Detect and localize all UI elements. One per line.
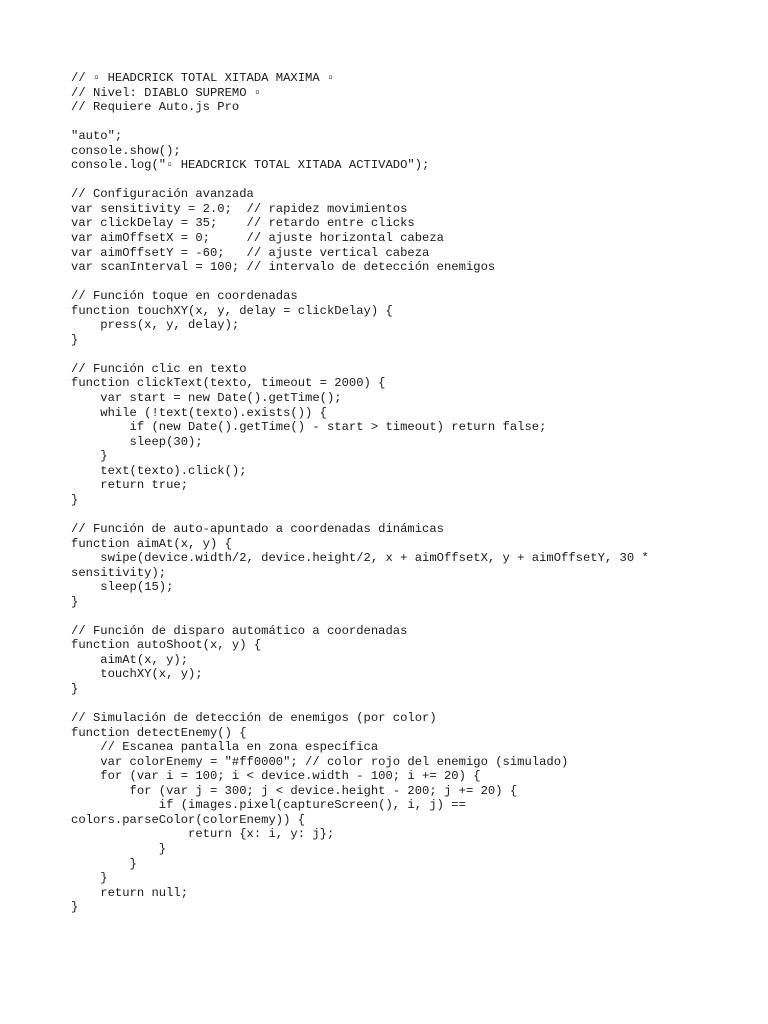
code-line: var clickDelay = 35; // retardo entre clicks: [71, 216, 415, 231]
blank-line: [71, 173, 751, 188]
code-line: // Simulación de detección de enemigos (por color): [71, 711, 437, 726]
code-line: press(x, y, delay);: [71, 318, 240, 333]
code-line: }: [71, 449, 108, 464]
code-line: if (new Date().getTime() - start > timeout) return false;: [71, 420, 547, 435]
code-block-detectenemy-function: [71, 711, 751, 915]
code-line: touchXY(x, y);: [71, 667, 203, 682]
code-line: var sensitivity = 2.0; // rapidez movimientos: [71, 201, 408, 216]
code-line: colors.parseColor(colorEnemy)) {: [71, 812, 306, 827]
code-line: var aimOffsetX = 0; // ajuste horizontal cabeza: [71, 231, 444, 246]
code-line: function clickText(texto, timeout = 2000) {: [71, 376, 386, 391]
code-line: // Función de disparo automático a coordenadas: [71, 623, 408, 638]
code-line: if (images.pixel(captureScreen(), i, j) ==: [71, 798, 466, 813]
code-line: // Configuración avanzada: [71, 187, 254, 202]
blank-line: [71, 697, 751, 712]
code-line: "auto";: [71, 129, 123, 144]
code-line: return {x: i, y: j};: [71, 827, 335, 842]
code-line: var start = new Date().getTime();: [71, 391, 342, 406]
code-line: return null;: [71, 885, 189, 900]
code-line: var aimOffsetY = -60; // ajuste vertical cabeza: [71, 245, 430, 260]
code-line: for (var j = 300; j < device.height - 200; j += 20) {: [71, 783, 518, 798]
code-line: }: [71, 594, 79, 609]
code-line: }: [71, 841, 167, 856]
blank-line: [71, 115, 751, 130]
blank-line: [71, 609, 751, 624]
blank-line: [71, 275, 751, 290]
code-line: // Nivel: DIABLO SUPREMO ▫: [71, 85, 262, 100]
code-line: // Requiere Auto.js Pro: [71, 100, 240, 115]
code-line: text(texto).click();: [71, 463, 247, 478]
code-block-aimat-function: [71, 522, 751, 609]
code-line: while (!text(texto).exists()) {: [71, 405, 327, 420]
code-line: for (var i = 100; i < device.width - 100; i += 20) {: [71, 769, 481, 784]
code-line: // ▫ HEADCRICK TOTAL XITADA MAXIMA ▫: [71, 71, 335, 85]
code-line: console.show();: [71, 143, 181, 158]
code-line: sleep(15);: [71, 580, 174, 595]
code-line: }: [71, 871, 108, 886]
code-line: return true;: [71, 478, 189, 493]
code-line: }: [71, 492, 79, 507]
code-line: }: [71, 681, 79, 696]
code-line: console.log("▫ HEADCRICK TOTAL XITADA ACTIVADO");: [71, 158, 430, 173]
code-listing: [71, 71, 751, 915]
code-line: function touchXY(x, y, delay = clickDelay) {: [71, 303, 393, 318]
code-line: function autoShoot(x, y) {: [71, 638, 262, 653]
code-line: function detectEnemy() {: [71, 725, 247, 740]
code-block-init: [71, 129, 751, 173]
code-line: // Función clic en texto: [71, 361, 247, 376]
code-line: // Escanea pantalla en zona específica: [71, 740, 379, 755]
blank-line: [71, 507, 751, 522]
code-line: function aimAt(x, y) {: [71, 536, 232, 551]
code-line: // Función toque en coordenadas: [71, 289, 298, 304]
code-line: }: [71, 856, 137, 871]
code-line: sleep(30);: [71, 434, 203, 449]
blank-line: [71, 347, 751, 362]
code-block-clicktext-function: [71, 362, 751, 507]
code-line: swipe(device.width/2, device.height/2, x + aimOffsetX, y + aimOffsetY, 30 *: [71, 551, 649, 566]
code-line: }: [71, 900, 79, 915]
code-block-touchxy-function: [71, 289, 751, 347]
code-line: // Función de auto-apuntado a coordenadas dinámicas: [71, 521, 444, 536]
code-block-autoshoot-function: [71, 624, 751, 697]
code-block-header-comments: [71, 71, 751, 115]
code-line: }: [71, 332, 79, 347]
code-line: var scanInterval = 100; // intervalo de detección enemigos: [71, 260, 496, 275]
code-line: aimAt(x, y);: [71, 652, 189, 667]
code-line: sensitivity);: [71, 565, 167, 580]
code-line: var colorEnemy = "#ff0000"; // color rojo del enemigo (simulado): [71, 754, 569, 769]
code-block-config: [71, 187, 751, 274]
